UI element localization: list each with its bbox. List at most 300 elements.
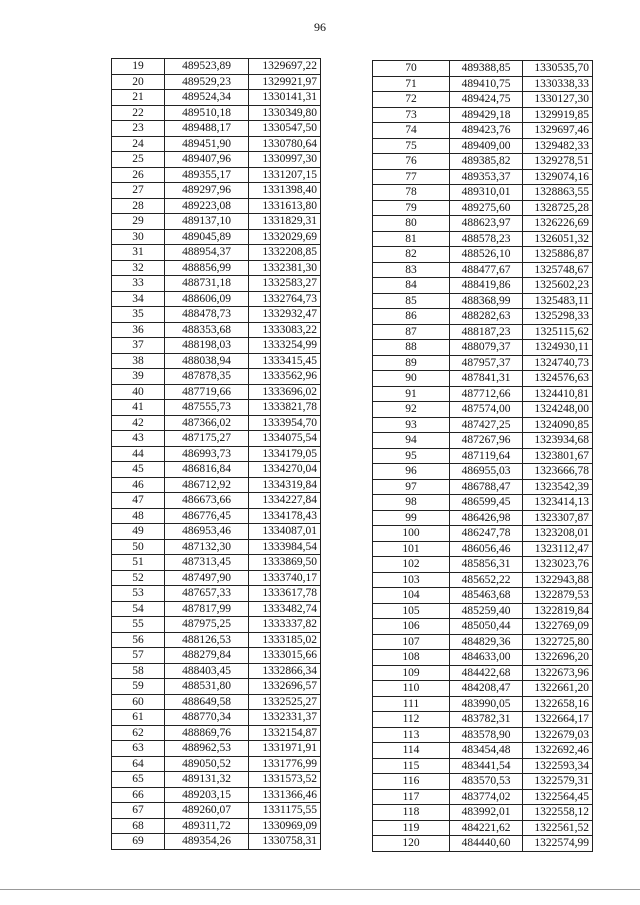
x-coordinate-cell: 489451,90 (165, 136, 249, 152)
table-row (112, 415, 321, 431)
x-coordinate-cell: 489410,75 (450, 76, 523, 92)
table-row (373, 61, 593, 77)
table-row (373, 417, 593, 433)
x-coordinate-cell: 488531,80 (165, 679, 249, 695)
point-number-cell: 43 (112, 431, 165, 447)
x-coordinate-cell: 488368,99 (450, 293, 523, 309)
table-row (373, 836, 593, 852)
point-number-cell: 57 (112, 648, 165, 664)
y-coordinate-cell: 1330349,80 (249, 105, 321, 121)
y-coordinate-cell: 1330127,30 (523, 92, 593, 108)
y-coordinate-cell: 1332331,37 (249, 710, 321, 726)
point-number-cell: 84 (373, 278, 450, 294)
y-coordinate-cell: 1329074,16 (523, 169, 593, 185)
table-row (373, 386, 593, 402)
table-row (112, 431, 321, 447)
y-coordinate-cell: 1334319,84 (249, 477, 321, 493)
point-number-cell: 88 (373, 340, 450, 356)
y-coordinate-cell: 1331829,31 (249, 214, 321, 230)
table-row (112, 136, 321, 152)
point-number-cell: 42 (112, 415, 165, 431)
table-row (112, 462, 321, 478)
y-coordinate-cell: 1332764,73 (249, 291, 321, 307)
y-coordinate-cell: 1322564,45 (523, 789, 593, 805)
point-number-cell: 53 (112, 586, 165, 602)
table-row (112, 214, 321, 230)
table-row (373, 588, 593, 604)
y-coordinate-cell: 1323801,67 (523, 448, 593, 464)
x-coordinate-cell: 489131,32 (165, 772, 249, 788)
x-coordinate-cell: 487555,73 (165, 400, 249, 416)
x-coordinate-cell: 489353,37 (450, 169, 523, 185)
point-number-cell: 94 (373, 433, 450, 449)
y-coordinate-cell: 1325748,67 (523, 262, 593, 278)
y-coordinate-cell: 1332525,27 (249, 694, 321, 710)
point-number-cell: 44 (112, 446, 165, 462)
y-coordinate-cell: 1322673,96 (523, 665, 593, 681)
point-number-cell: 108 (373, 650, 450, 666)
point-number-cell: 99 (373, 510, 450, 526)
table-row (112, 663, 321, 679)
y-coordinate-cell: 1323208,01 (523, 526, 593, 542)
x-coordinate-cell: 487119,64 (450, 448, 523, 464)
table-row (112, 524, 321, 540)
y-coordinate-cell: 1329921,97 (249, 74, 321, 90)
x-coordinate-cell: 488353,68 (165, 322, 249, 338)
y-coordinate-cell: 1328863,55 (523, 185, 593, 201)
x-coordinate-cell: 488578,23 (450, 231, 523, 247)
point-number-cell: 60 (112, 694, 165, 710)
table-row (373, 231, 593, 247)
y-coordinate-cell: 1331573,52 (249, 772, 321, 788)
table-row (373, 278, 593, 294)
point-number-cell: 92 (373, 402, 450, 418)
x-coordinate-cell: 489424,75 (450, 92, 523, 108)
point-number-cell: 31 (112, 245, 165, 261)
y-coordinate-cell: 1325483,11 (523, 293, 593, 309)
table-row (112, 59, 321, 75)
y-coordinate-cell: 1323666,78 (523, 464, 593, 480)
table-row (373, 247, 593, 263)
table-row (112, 338, 321, 354)
y-coordinate-cell: 1322558,12 (523, 805, 593, 821)
table-row (373, 619, 593, 635)
y-coordinate-cell: 1322579,31 (523, 774, 593, 790)
point-number-cell: 73 (373, 107, 450, 123)
coordinates-table-right-body (373, 61, 593, 852)
x-coordinate-cell: 483454,48 (450, 743, 523, 759)
x-coordinate-cell: 483774,02 (450, 789, 523, 805)
table-row (112, 229, 321, 245)
table-row (112, 307, 321, 323)
x-coordinate-cell: 488478,73 (165, 307, 249, 323)
y-coordinate-cell: 1325602,23 (523, 278, 593, 294)
y-coordinate-cell: 1322661,20 (523, 681, 593, 697)
table-row (112, 105, 321, 121)
x-coordinate-cell: 488279,84 (165, 648, 249, 664)
x-coordinate-cell: 486816,84 (165, 462, 249, 478)
table-row (373, 262, 593, 278)
y-coordinate-cell: 1325115,62 (523, 324, 593, 340)
table-row (112, 803, 321, 819)
x-coordinate-cell: 483570,53 (450, 774, 523, 790)
x-coordinate-cell: 484440,60 (450, 836, 523, 852)
x-coordinate-cell: 487313,45 (165, 555, 249, 571)
point-number-cell: 22 (112, 105, 165, 121)
table-row (112, 121, 321, 137)
x-coordinate-cell: 488038,94 (165, 353, 249, 369)
y-coordinate-cell: 1334075,54 (249, 431, 321, 447)
table-row (112, 818, 321, 834)
table-row (112, 787, 321, 803)
point-number-cell: 80 (373, 216, 450, 232)
table-row (112, 586, 321, 602)
x-coordinate-cell: 488526,10 (450, 247, 523, 263)
y-coordinate-cell: 1330547,50 (249, 121, 321, 137)
point-number-cell: 79 (373, 200, 450, 216)
table-row (112, 477, 321, 493)
y-coordinate-cell: 1324410,81 (523, 386, 593, 402)
bottom-rule (0, 889, 640, 890)
y-coordinate-cell: 1322561,52 (523, 820, 593, 836)
y-coordinate-cell: 1324576,63 (523, 371, 593, 387)
y-coordinate-cell: 1325298,33 (523, 309, 593, 325)
y-coordinate-cell: 1331971,91 (249, 741, 321, 757)
y-coordinate-cell: 1330780,64 (249, 136, 321, 152)
point-number-cell: 36 (112, 322, 165, 338)
x-coordinate-cell: 484208,47 (450, 681, 523, 697)
x-coordinate-cell: 486993,73 (165, 446, 249, 462)
y-coordinate-cell: 1330141,31 (249, 90, 321, 106)
y-coordinate-cell: 1323934,68 (523, 433, 593, 449)
x-coordinate-cell: 487657,33 (165, 586, 249, 602)
table-row (112, 710, 321, 726)
table-row (373, 696, 593, 712)
x-coordinate-cell: 483990,05 (450, 696, 523, 712)
x-coordinate-cell: 485652,22 (450, 572, 523, 588)
table-row (373, 681, 593, 697)
point-number-cell: 85 (373, 293, 450, 309)
table-row (112, 679, 321, 695)
table-row (373, 107, 593, 123)
point-number-cell: 100 (373, 526, 450, 542)
x-coordinate-cell: 489223,08 (165, 198, 249, 214)
point-number-cell: 40 (112, 384, 165, 400)
point-number-cell: 105 (373, 603, 450, 619)
table-row (373, 479, 593, 495)
y-coordinate-cell: 1326226,69 (523, 216, 593, 232)
x-coordinate-cell: 487132,30 (165, 539, 249, 555)
point-number-cell: 67 (112, 803, 165, 819)
table-row (112, 183, 321, 199)
page-number: 96 (314, 20, 326, 34)
y-coordinate-cell: 1333562,96 (249, 369, 321, 385)
point-number-cell: 46 (112, 477, 165, 493)
point-number-cell: 21 (112, 90, 165, 106)
point-number-cell: 71 (373, 76, 450, 92)
table-row (373, 76, 593, 92)
y-coordinate-cell: 1322696,20 (523, 650, 593, 666)
x-coordinate-cell: 486776,45 (165, 508, 249, 524)
y-coordinate-cell: 1334087,01 (249, 524, 321, 540)
y-coordinate-cell: 1331776,99 (249, 756, 321, 772)
point-number-cell: 52 (112, 570, 165, 586)
coordinates-table-right (372, 60, 593, 852)
point-number-cell: 103 (373, 572, 450, 588)
table-row (112, 369, 321, 385)
y-coordinate-cell: 1323023,76 (523, 557, 593, 573)
table-row (112, 198, 321, 214)
y-coordinate-cell: 1331613,80 (249, 198, 321, 214)
point-number-cell: 81 (373, 231, 450, 247)
point-number-cell: 76 (373, 154, 450, 170)
x-coordinate-cell: 489275,60 (450, 200, 523, 216)
y-coordinate-cell: 1332866,34 (249, 663, 321, 679)
table-row (112, 632, 321, 648)
x-coordinate-cell: 486955,03 (450, 464, 523, 480)
x-coordinate-cell: 483578,90 (450, 727, 523, 743)
x-coordinate-cell: 489529,23 (165, 74, 249, 90)
y-coordinate-cell: 1334270,04 (249, 462, 321, 478)
table-row (373, 541, 593, 557)
table-row (112, 90, 321, 106)
y-coordinate-cell: 1330535,70 (523, 61, 593, 77)
y-coordinate-cell: 1322769,09 (523, 619, 593, 635)
point-number-cell: 93 (373, 417, 450, 433)
x-coordinate-cell: 484422,68 (450, 665, 523, 681)
table-row (373, 603, 593, 619)
point-number-cell: 20 (112, 74, 165, 90)
table-row (112, 446, 321, 462)
x-coordinate-cell: 487267,96 (450, 433, 523, 449)
point-number-cell: 101 (373, 541, 450, 557)
table-row (112, 260, 321, 276)
y-coordinate-cell: 1322658,16 (523, 696, 593, 712)
x-coordinate-cell: 488126,53 (165, 632, 249, 648)
table-row (373, 510, 593, 526)
point-number-cell: 58 (112, 663, 165, 679)
table-row (373, 650, 593, 666)
point-number-cell: 55 (112, 617, 165, 633)
table-row (112, 555, 321, 571)
y-coordinate-cell: 1331175,55 (249, 803, 321, 819)
y-coordinate-cell: 1331207,15 (249, 167, 321, 183)
table-row (112, 834, 321, 850)
x-coordinate-cell: 486953,46 (165, 524, 249, 540)
y-coordinate-cell: 1322574,99 (523, 836, 593, 852)
x-coordinate-cell: 489488,17 (165, 121, 249, 137)
table-row (373, 324, 593, 340)
y-coordinate-cell: 1323414,13 (523, 495, 593, 511)
x-coordinate-cell: 486056,46 (450, 541, 523, 557)
y-coordinate-cell: 1332381,30 (249, 260, 321, 276)
y-coordinate-cell: 1329919,85 (523, 107, 593, 123)
table-row (373, 138, 593, 154)
point-number-cell: 38 (112, 353, 165, 369)
x-coordinate-cell: 488962,53 (165, 741, 249, 757)
table-row (373, 169, 593, 185)
x-coordinate-cell: 489388,85 (450, 61, 523, 77)
point-number-cell: 89 (373, 355, 450, 371)
point-number-cell: 111 (373, 696, 450, 712)
y-coordinate-cell: 1323542,39 (523, 479, 593, 495)
table-row (373, 712, 593, 728)
point-number-cell: 113 (373, 727, 450, 743)
table-row (373, 448, 593, 464)
x-coordinate-cell: 488623,97 (450, 216, 523, 232)
x-coordinate-cell: 487841,31 (450, 371, 523, 387)
y-coordinate-cell: 1331366,46 (249, 787, 321, 803)
table-row (373, 805, 593, 821)
y-coordinate-cell: 1334179,05 (249, 446, 321, 462)
x-coordinate-cell: 488198,03 (165, 338, 249, 354)
y-coordinate-cell: 1329697,46 (523, 123, 593, 139)
y-coordinate-cell: 1322943,88 (523, 572, 593, 588)
table-row (112, 167, 321, 183)
table-row (373, 402, 593, 418)
y-coordinate-cell: 1323307,87 (523, 510, 593, 526)
x-coordinate-cell: 488403,45 (165, 663, 249, 679)
point-number-cell: 112 (373, 712, 450, 728)
y-coordinate-cell: 1324930,11 (523, 340, 593, 356)
table-row (373, 526, 593, 542)
y-coordinate-cell: 1324740,73 (523, 355, 593, 371)
x-coordinate-cell: 489137,10 (165, 214, 249, 230)
x-coordinate-cell: 489260,07 (165, 803, 249, 819)
point-number-cell: 72 (373, 92, 450, 108)
table-row (373, 495, 593, 511)
x-coordinate-cell: 488606,09 (165, 291, 249, 307)
point-number-cell: 54 (112, 601, 165, 617)
table-row (373, 758, 593, 774)
y-coordinate-cell: 1332029,69 (249, 229, 321, 245)
point-number-cell: 120 (373, 836, 450, 852)
x-coordinate-cell: 489354,26 (165, 834, 249, 850)
point-number-cell: 34 (112, 291, 165, 307)
y-coordinate-cell: 1333482,74 (249, 601, 321, 617)
point-number-cell: 87 (373, 324, 450, 340)
point-number-cell: 106 (373, 619, 450, 635)
y-coordinate-cell: 1322593,34 (523, 758, 593, 774)
y-coordinate-cell: 1322692,46 (523, 743, 593, 759)
table-row (373, 433, 593, 449)
x-coordinate-cell: 489045,89 (165, 229, 249, 245)
coordinates-table-left-body (112, 59, 321, 850)
point-number-cell: 50 (112, 539, 165, 555)
point-number-cell: 115 (373, 758, 450, 774)
x-coordinate-cell: 489524,34 (165, 90, 249, 106)
y-coordinate-cell: 1324248,00 (523, 402, 593, 418)
table-row (373, 634, 593, 650)
y-coordinate-cell: 1333254,99 (249, 338, 321, 354)
point-number-cell: 56 (112, 632, 165, 648)
y-coordinate-cell: 1330997,30 (249, 152, 321, 168)
y-coordinate-cell: 1331398,40 (249, 183, 321, 199)
table-row (112, 322, 321, 338)
x-coordinate-cell: 486599,45 (450, 495, 523, 511)
x-coordinate-cell: 486712,92 (165, 477, 249, 493)
point-number-cell: 65 (112, 772, 165, 788)
point-number-cell: 41 (112, 400, 165, 416)
y-coordinate-cell: 1332154,87 (249, 725, 321, 741)
point-number-cell: 62 (112, 725, 165, 741)
x-coordinate-cell: 485463,68 (450, 588, 523, 604)
table-row (112, 772, 321, 788)
y-coordinate-cell: 1333185,02 (249, 632, 321, 648)
y-coordinate-cell: 1333617,78 (249, 586, 321, 602)
point-number-cell: 109 (373, 665, 450, 681)
table-row (112, 617, 321, 633)
point-number-cell: 24 (112, 136, 165, 152)
y-coordinate-cell: 1330758,31 (249, 834, 321, 850)
x-coordinate-cell: 486673,66 (165, 493, 249, 509)
y-coordinate-cell: 1334227,84 (249, 493, 321, 509)
table-row (112, 384, 321, 400)
point-number-cell: 51 (112, 555, 165, 571)
x-coordinate-cell: 487175,27 (165, 431, 249, 447)
point-number-cell: 110 (373, 681, 450, 697)
point-number-cell: 97 (373, 479, 450, 495)
point-number-cell: 28 (112, 198, 165, 214)
y-coordinate-cell: 1333740,17 (249, 570, 321, 586)
point-number-cell: 83 (373, 262, 450, 278)
table-row (373, 820, 593, 836)
x-coordinate-cell: 488869,76 (165, 725, 249, 741)
table-row (373, 309, 593, 325)
table-row (112, 539, 321, 555)
point-number-cell: 98 (373, 495, 450, 511)
point-number-cell: 64 (112, 756, 165, 772)
table-row (373, 557, 593, 573)
y-coordinate-cell: 1333015,66 (249, 648, 321, 664)
x-coordinate-cell: 489311,72 (165, 818, 249, 834)
x-coordinate-cell: 483441,54 (450, 758, 523, 774)
x-coordinate-cell: 488079,37 (450, 340, 523, 356)
y-coordinate-cell: 1323112,47 (523, 541, 593, 557)
table-row (112, 741, 321, 757)
x-coordinate-cell: 489385,82 (450, 154, 523, 170)
x-coordinate-cell: 488477,67 (450, 262, 523, 278)
table-row (112, 276, 321, 292)
point-number-cell: 68 (112, 818, 165, 834)
y-coordinate-cell: 1322819,84 (523, 603, 593, 619)
x-coordinate-cell: 489409,00 (450, 138, 523, 154)
x-coordinate-cell: 485259,40 (450, 603, 523, 619)
x-coordinate-cell: 483782,31 (450, 712, 523, 728)
coordinates-table-left (111, 58, 321, 850)
table-row (373, 665, 593, 681)
table-row (112, 74, 321, 90)
table-row (373, 216, 593, 232)
x-coordinate-cell: 489203,15 (165, 787, 249, 803)
point-number-cell: 70 (373, 61, 450, 77)
x-coordinate-cell: 489407,96 (165, 152, 249, 168)
y-coordinate-cell: 1332932,47 (249, 307, 321, 323)
y-coordinate-cell: 1330969,09 (249, 818, 321, 834)
point-number-cell: 61 (112, 710, 165, 726)
x-coordinate-cell: 489297,96 (165, 183, 249, 199)
point-number-cell: 27 (112, 183, 165, 199)
y-coordinate-cell: 1322679,03 (523, 727, 593, 743)
point-number-cell: 75 (373, 138, 450, 154)
x-coordinate-cell: 487817,99 (165, 601, 249, 617)
table-row (112, 508, 321, 524)
y-coordinate-cell: 1332583,27 (249, 276, 321, 292)
point-number-cell: 102 (373, 557, 450, 573)
x-coordinate-cell: 489310,01 (450, 185, 523, 201)
table-row (112, 353, 321, 369)
y-coordinate-cell: 1333984,54 (249, 539, 321, 555)
